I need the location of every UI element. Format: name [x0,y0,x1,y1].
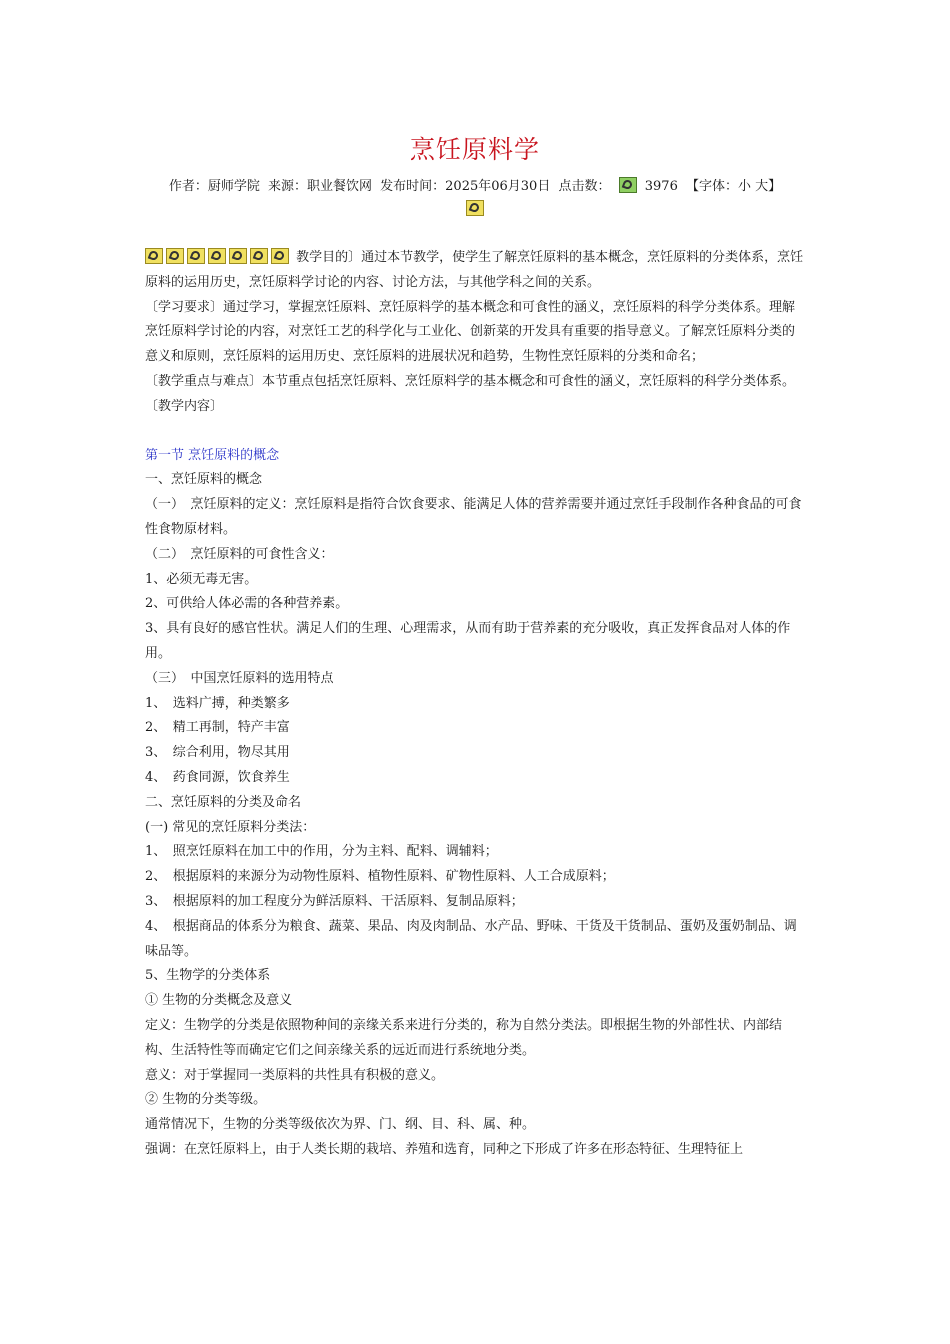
spacer [145,420,807,444]
body-line: 1、 照烹饪原料在加工中的作用，分为主料、配料、调辅料； [145,844,498,860]
objective-paragraph [145,246,807,296]
keypoints-paragraph: 〔教学重点与难点〕本节重点包括烹饪原料、烹饪原料学的基本概念和可食性的涵义，烹饪原料的科学分类体系。 [145,373,796,389]
broken-image-icon [145,248,163,264]
article-title: 烹饪原料学 [409,135,540,164]
body-line: (一) 常见的烹饪原料分类法： [145,819,316,835]
body-line: 3、 根据原料的加工程度分为鲜活原料、干活原料、复制品原料； [145,893,524,909]
body-line: 意义：对于掌握同一类原料的共性具有积极的意义。 [145,1067,445,1083]
source: 来源：职业餐饮网 [268,179,373,194]
hits-value: 3976 [644,179,678,194]
body-line: 2、 根据原料的来源分为动物性原料、植物性原料、矿物性原料、人工合成原料； [145,869,615,885]
broken-image-icon [208,248,226,264]
author: 作者：厨师学院 [168,179,260,194]
body-line: 强调：在烹饪原料上，由于人类长期的栽培、养殖和选育，同种之下形成了许多在形态特征、生理特征上 [145,1141,744,1157]
broken-image-icon [250,248,268,264]
broken-image-icon [271,248,289,264]
body-line: 通常情况下，生物的分类等级依次为界、门、纲、目、科、属、种。 [145,1117,536,1133]
body-line: 1、 选料广搏，种类繁多 [145,695,290,711]
broken-image-icon [466,200,484,216]
meta-icon-row [0,198,950,217]
body-line: 一、烹饪原料的概念 [145,472,263,488]
body-line: 4、 根据商品的体系分为粮食、蔬菜、果品、肉及肉制品、水产品、野味、干货及干货制品、蛋奶及蛋奶制品、调味品等。 [145,918,797,959]
body-line: 2、 精工再制，特产丰富 [145,720,290,736]
body-line: 1、必须无毒无害。 [145,571,258,587]
font-size-switch[interactable]: 【字体：小 大】 [686,179,782,194]
body-line: （三） 中国烹饪原料的选用特点 [145,670,334,686]
hits-icon [619,177,637,193]
body-line: 定义：生物学的分类是依照物种间的亲缘关系来进行分类的，称为自然分类法。即根据生物的外部性状、内部结构、生活特性等而确定它们之间亲缘关系的远近而进行系统地分类。 [145,1017,783,1058]
hits-label: 点击数： [558,179,611,194]
body-line: ② 生物的分类等级。 [145,1092,267,1108]
article-meta [100,177,850,197]
publish-time: 发布时间：2025年06月30日 [380,179,551,194]
body-line: ① 生物的分类概念及意义 [145,993,293,1009]
body-line: 4、 药食同源，饮食养生 [145,769,290,785]
body-line: （一） 烹饪原料的定义：烹饪原料是指符合饮食要求、能满足人体的营养需要并通过烹饪手段制作各种食品的可食性食物原材料。 [145,497,802,537]
body-line: 5、生物学的分类体系 [145,968,271,984]
requirement-paragraph: 〔学习要求〕通过学习，掌握烹饪原料、烹饪原料学的基本概念和可食性的涵义，烹饪原料的科学分类体系。理解烹饪原料学讨论的内容，对烹饪工艺的科学化与工业化、创新菜的开发具有重要的指导意义。了解烹饪原料分类的意义和原则，烹饪原料的运用历史、烹饪原料的进展状况和趋势，生物性烹饪原料的分类和命名； [145,299,796,365]
article-body [145,246,807,1163]
body-line: 2、可供给人体必需的各种营养素。 [145,596,349,612]
body-line: 3、具有良好的感官性状。满足人们的生理、心理需求，从而有助于营养素的充分吸收，真正发挥食品对人体的作用。 [145,621,791,661]
inline-icon-strip [145,250,296,265]
body-line: 二、烹饪原料的分类及命名 [145,794,302,810]
broken-image-icon [187,248,205,264]
broken-image-icon [166,248,184,264]
objective-text: 教学目的〕通过本节教学，使学生了解烹饪原料的基本概念，烹饪原料的分类体系，烹饪原料的运用历史，烹饪原料学讨论的内容、讨论方法，与其他学科之间的关系。 [145,250,804,290]
section-title: 第一节 烹饪原料的概念 [145,447,280,463]
broken-image-icon [229,248,247,264]
body-line: 3、 综合利用，物尽其用 [145,745,290,761]
body-line: （二） 烹饪原料的可食性含义： [145,546,334,562]
content-label: 〔教学内容〕 [145,398,224,414]
